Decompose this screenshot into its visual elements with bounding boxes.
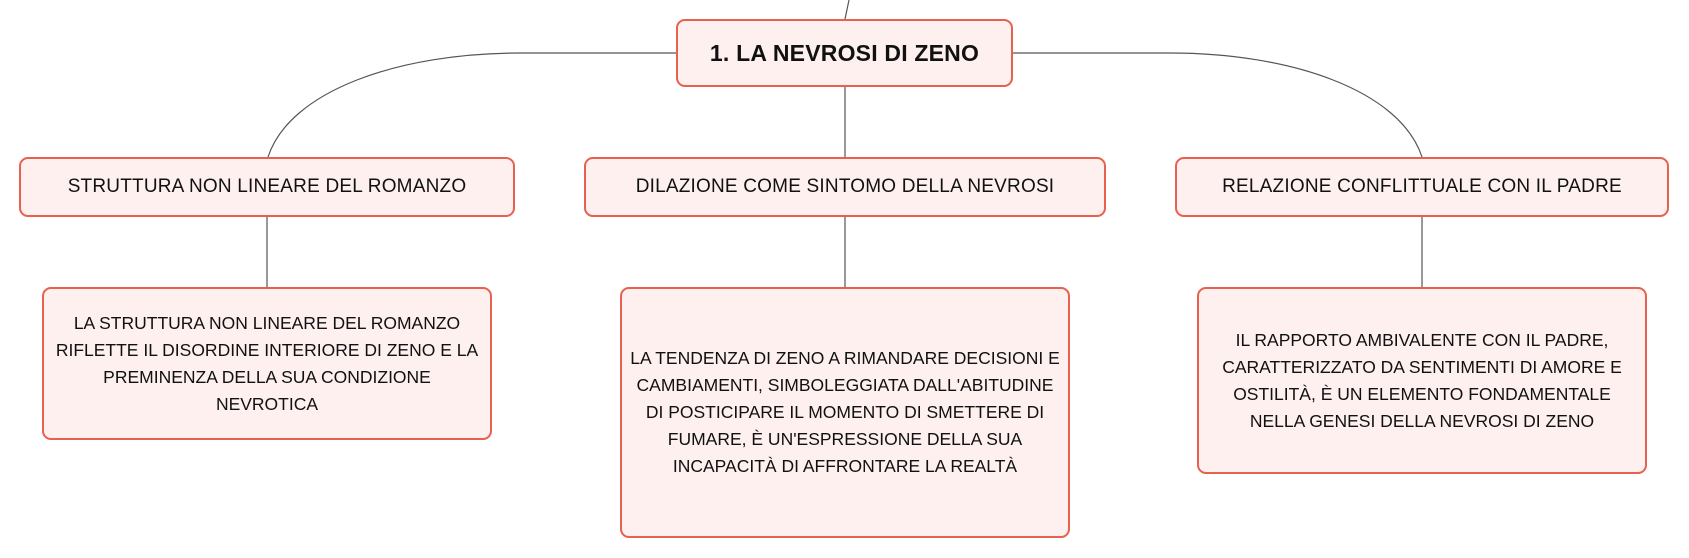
branch-node-procrastination[interactable] (584, 157, 1106, 217)
branch-node-structure[interactable] (19, 157, 515, 217)
connector-parent-to-root (845, 0, 849, 19)
branch-node-label: DILAZIONE COME SINTOMO DELLA NEVROSI (635, 176, 1055, 197)
branch-node-label: STRUTTURA NON LINEARE DEL ROMANZO (67, 176, 467, 197)
detail-node-text: LA STRUTTURA NON LINEARE DEL ROMANZO RIFLETTE IL DISORDINE INTERIORE DI ZENO E LA PREMINENZA DELLA SUA CONDIZIONE NEVROTICA (55, 312, 479, 414)
detail-node-father[interactable] (1197, 287, 1647, 474)
detail-node-text: IL RAPPORTO AMBIVALENTE CON IL PADRE, CARATTERIZZATO DA SENTIMENTI DI AMORE E OSTILITÀ, È UN ELEMENTO FONDAMENTALE NELLA GENESI DELLA NEVROSI DI ZENO (1222, 329, 1622, 431)
root-node[interactable] (676, 19, 1013, 87)
root-node-label: 1. LA NEVROSI DI ZENO (709, 39, 980, 66)
connector-root-to-branch-3 (1013, 53, 1422, 157)
detail-node-procrastination[interactable] (620, 287, 1070, 538)
detail-node-text: LA TENDENZA DI ZENO A RIMANDARE DECISIONI E CAMBIAMENTI, SIMBOLEGGIATA DALL'ABITUDINE DI POSTICIPARE IL MOMENTO DI SMETTERE DI FUMARE, È UN'ESPRESSIONE DELLA SUA INCAPACITÀ DI AFFRONTARE LA REALTÀ (630, 348, 1060, 476)
connector-root-to-branch-1 (268, 53, 676, 157)
branch-node-father[interactable] (1175, 157, 1669, 217)
detail-node-structure[interactable] (42, 287, 492, 440)
branch-node-label: RELAZIONE CONFLITTUALE CON IL PADRE (1222, 176, 1622, 197)
